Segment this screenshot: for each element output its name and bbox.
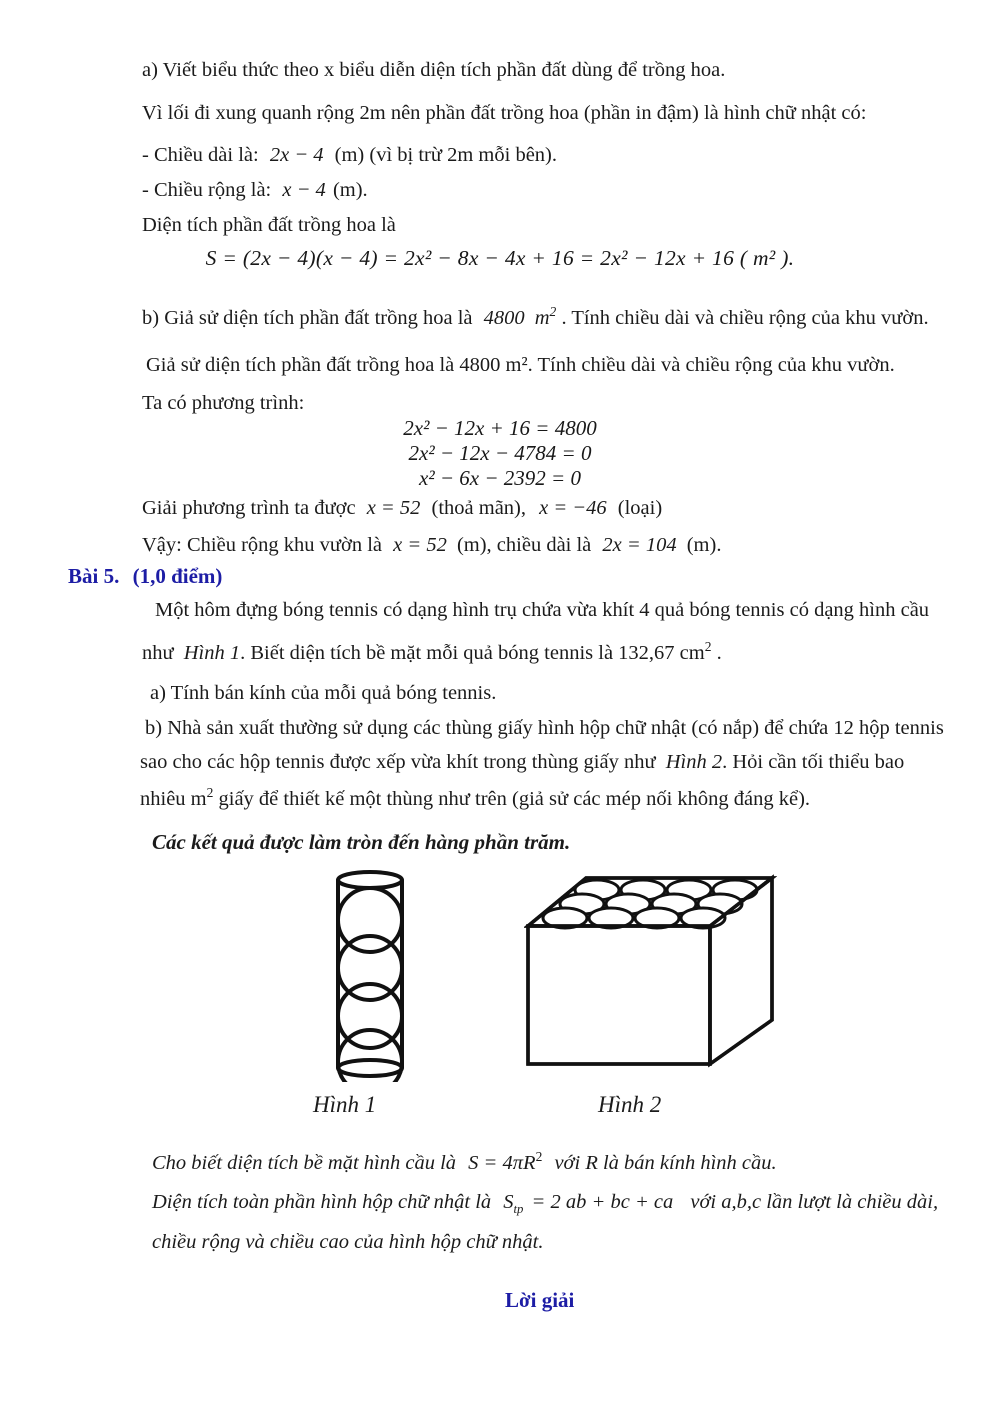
figure-1-caption: Hình 1 — [313, 1092, 377, 1117]
qb-line3-pre: nhiêu m — [140, 787, 207, 810]
part-b-equation-2: x² − 6x − 2392 = 0 — [419, 466, 581, 490]
conclusion-tail: (m). — [686, 534, 722, 556]
bai5-question-a: a) Tính bán kính của mỗi quả bóng tennis. — [150, 682, 497, 704]
figure-1-cylinder — [316, 866, 424, 1082]
sphere-formula: S = 4πR — [468, 1151, 536, 1174]
sphere-formula-line — [152, 1150, 777, 1173]
part-b-restate: Giả sử diện tích phần đất trồng hoa là 4800 m². Tính chiều dài và chiều rộng của khu vườn. — [146, 354, 895, 376]
sphere-formula-exp: 2 — [535, 1149, 543, 1164]
solve-root2: x = −46 — [539, 497, 607, 519]
part-b-prompt-value: 4800 — [483, 306, 525, 329]
part-a-length-line — [142, 145, 557, 166]
bai5-intro-line2-post: . — [711, 641, 722, 664]
part-b-conclusion — [142, 535, 721, 556]
box-line1-pre: Diện tích toàn phần hình hộp chữ nhật là — [152, 1191, 492, 1213]
conclusion-lead: Vậy: Chiều rộng khu vườn là — [142, 534, 383, 556]
part-b-prompt-lead: b) Giả sử diện tích phần đất trồng hoa là — [142, 306, 473, 329]
length-expr: 2x − 4 — [269, 144, 324, 166]
figure-ref-2: Hình 2 — [665, 751, 723, 773]
figure-ref-1: Hình 1 — [183, 641, 241, 664]
bai5-question-b-line1: b) Nhà sản xuất thường sử dụng các thùng giấy hình hộp chữ nhật (có nắp) để chứa 12 hộp tennis — [145, 717, 944, 739]
solution-heading: Lời giải — [505, 1288, 575, 1312]
solve-root1: x = 52 — [366, 497, 421, 519]
bai5-heading — [68, 566, 222, 587]
width-label: - Chiều rộng là: — [142, 179, 272, 201]
part-b-solve-line — [142, 498, 662, 519]
bai5-intro-line2-mid: . Biết diện tích bề mặt mỗi quả bóng tennis là 132,67 cm — [240, 641, 705, 664]
box-formula-line — [152, 1192, 938, 1216]
box-formula-line2: chiều rộng và chiều cao của hình hộp chữ nhật. — [152, 1231, 544, 1253]
box-formula-s: S — [503, 1191, 514, 1213]
bai5-heading-number: Bài 5. — [68, 564, 120, 588]
bai5-heading-score: (1,0 điểm) — [132, 564, 223, 588]
conclusion-length: 2x = 104 — [602, 534, 677, 556]
sphere-line-post: với R là bán kính hình cầu. — [554, 1151, 777, 1174]
conclusion-mid: (m), chiều dài là — [456, 534, 592, 556]
qb-line2-post: . Hỏi cần tối thiểu bao — [722, 751, 905, 773]
bai5-intro-line2-exp: 2 — [704, 639, 712, 654]
qb-line3-post: giấy để thiết kế một thùng như trên (giả sử các mép nối không đáng kể). — [213, 787, 811, 810]
part-b-equation-1: 2x² − 12x − 4784 = 0 — [408, 441, 592, 465]
length-tail: (m) (vì bị trừ 2m mỗi bên). — [334, 144, 557, 166]
rounding-note: Các kết quả được làm tròn đến hàng phần trăm. — [152, 830, 571, 854]
part-a-reason: Vì lối đi xung quanh rộng 2m nên phần đất trồng hoa (phần in đậm) là hình chữ nhật có: — [142, 102, 867, 124]
qb-line2-pre: sao cho các hộp tennis được xếp vừa khít trong thùng giấy như — [140, 751, 656, 773]
part-b-prompt-unit-exp: 2 — [549, 304, 557, 319]
figure-2-caption: Hình 2 — [598, 1092, 662, 1117]
part-b-prompt — [142, 305, 929, 328]
part-b-prompt-unit: m — [534, 306, 550, 329]
bai5-question-b-line3 — [140, 786, 810, 809]
sphere-line-pre: Cho biết diện tích bề mặt hình cầu là — [152, 1151, 457, 1174]
solve-lead: Giải phương trình ta được — [142, 497, 356, 519]
width-tail: (m). — [332, 179, 368, 201]
qb-line3-exp: 2 — [206, 785, 214, 800]
part-a-prompt: a) Viết biểu thức theo x biểu diễn diện tích phần đất dùng để trồng hoa. — [142, 59, 726, 81]
bai5-intro-line1: Một hôm đựng bóng tennis có dạng hình trụ chứa vừa khít 4 quả bóng tennis có dạng hình cầu — [155, 599, 930, 621]
bai5-question-b-line2 — [140, 752, 904, 773]
conclusion-width: x = 52 — [393, 534, 447, 556]
box-formula-sub: tp — [513, 1202, 524, 1217]
box-line1-post: với a,b,c lần lượt là chiều dài, — [690, 1191, 939, 1213]
figure-2-box — [524, 868, 780, 1088]
length-label: - Chiều dài là: — [142, 144, 259, 166]
part-b-equation-0: 2x² − 12x + 16 = 4800 — [403, 416, 597, 440]
bai5-intro-line2 — [142, 640, 722, 663]
part-a-area-intro: Diện tích phần đất trồng hoa là — [142, 214, 396, 236]
part-b-prompt-tail: . Tính chiều dài và chiều rộng của khu vườn. — [561, 306, 929, 329]
width-expr: x − 4 — [282, 179, 326, 201]
part-b-equation-intro: Ta có phương trình: — [142, 392, 305, 414]
part-a-width-line — [142, 180, 368, 201]
bai5-intro-line2-pre: như — [142, 641, 174, 664]
solve-root1-note: (thoả mãn), — [431, 497, 526, 519]
box-formula-rest: = 2 ab + bc + ca — [531, 1191, 674, 1213]
solve-root2-note: (loại) — [617, 497, 663, 519]
part-a-area-equation: S = (2x − 4)(x − 4) = 2x² − 8x − 4x + 16 = 2x² − 12x + 16 ( m² ). — [205, 246, 795, 270]
